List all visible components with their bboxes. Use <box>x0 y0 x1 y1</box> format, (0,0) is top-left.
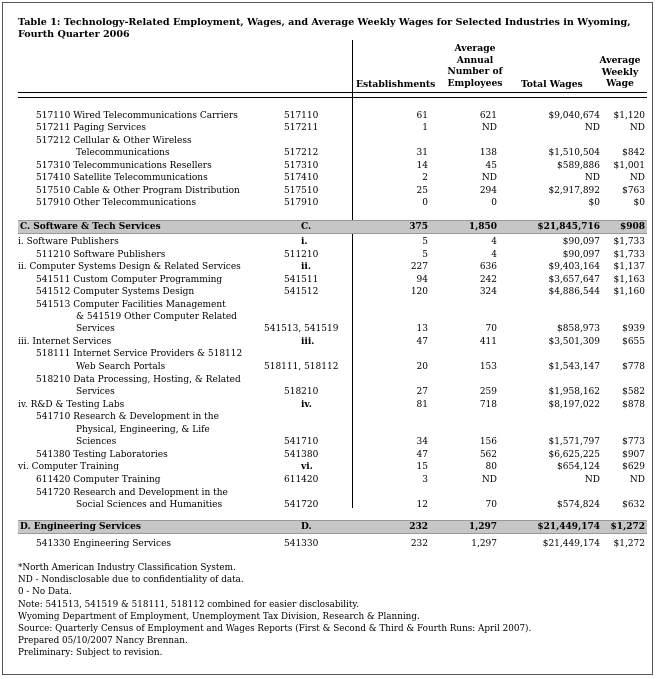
row-employees: 4 <box>491 250 497 260</box>
row-name: Social Sciences and Humanities <box>76 500 223 510</box>
row-establishments: 61 <box>416 111 428 121</box>
table-row <box>18 220 647 234</box>
table-row <box>18 499 647 511</box>
row-code: 517110 <box>284 111 319 121</box>
header-employees: Average Annual Number of Employees <box>447 43 503 89</box>
row-total-wages: $574,824 <box>557 500 600 510</box>
row-code: i. <box>301 237 308 247</box>
row-total-wages: $3,501,309 <box>548 337 600 347</box>
row-weekly-wage: $778 <box>622 362 645 372</box>
row-name: iii. Internet Services <box>18 337 112 347</box>
row-employees: 80 <box>485 462 497 472</box>
row-code: 517510 <box>284 186 319 196</box>
row-total-wages: $8,197,022 <box>548 400 600 410</box>
table-row <box>18 323 647 335</box>
row-establishments: 27 <box>416 387 428 397</box>
row-code: D. <box>301 522 312 532</box>
row-name: Physical, Engineering, & Life <box>76 425 210 435</box>
row-weekly-wage: $1,160 <box>613 287 645 297</box>
row-employees: 411 <box>479 337 497 347</box>
row-employees: ND <box>481 123 497 133</box>
row-weekly-wage: $907 <box>622 450 645 460</box>
row-weekly-wage: $1,272 <box>610 522 645 532</box>
row-total-wages: $21,449,174 <box>537 522 600 532</box>
row-employees: 242 <box>479 275 497 285</box>
table-row <box>18 147 647 159</box>
row-code: 541710 <box>284 437 319 447</box>
footnote-line: *North American Industry Classification System. <box>18 563 236 573</box>
header-rule <box>18 92 647 93</box>
table-row <box>18 474 647 486</box>
row-weekly-wage: $842 <box>622 148 645 158</box>
row-total-wages: $1,958,162 <box>548 387 600 397</box>
table-row <box>18 160 647 172</box>
row-employees: ND <box>481 173 497 183</box>
row-code: 541513, 541519 <box>264 324 339 334</box>
row-establishments: 2 <box>422 173 428 183</box>
row-name: 541512 Computer Systems Design <box>36 287 195 297</box>
row-establishments: 94 <box>416 275 428 285</box>
row-name: Services <box>76 387 115 397</box>
footnote-line: Note: 541513, 541519 & 518111, 518112 combined for easier disclosability. <box>18 599 360 610</box>
row-total-wages: $9,403,164 <box>548 262 600 272</box>
row-establishments: 3 <box>422 475 428 485</box>
table-row <box>18 538 647 550</box>
row-name: C. Software & Tech Services <box>20 222 161 232</box>
row-weekly-wage: $1,733 <box>613 237 645 247</box>
row-code: 541511 <box>284 275 319 285</box>
table-row <box>18 520 647 534</box>
row-establishments: 5 <box>422 250 428 260</box>
row-weekly-wage: $763 <box>622 186 645 196</box>
row-weekly-wage: $908 <box>619 222 645 232</box>
row-weekly-wage: $1,163 <box>613 275 645 285</box>
table-row <box>18 274 647 286</box>
row-name: 541511 Custom Computer Programming <box>36 275 223 285</box>
row-establishments: 1 <box>422 123 428 133</box>
row-employees: 153 <box>479 362 497 372</box>
row-code: 511210 <box>284 250 319 260</box>
row-establishments: 47 <box>416 450 428 460</box>
table-row <box>18 286 647 298</box>
row-weekly-wage: $0 <box>633 198 645 208</box>
row-employees: 324 <box>479 287 497 297</box>
row-weekly-wage: $655 <box>622 337 645 347</box>
row-name: Web Search Portals <box>76 362 166 372</box>
row-name: 518210 Data Processing, Hosting, & Related <box>36 375 241 385</box>
row-total-wages: $1,543,147 <box>548 362 600 372</box>
footnote-line: Preliminary: Subject to revision. <box>18 648 163 659</box>
table-row <box>18 386 647 398</box>
row-employees: 1,297 <box>471 539 497 549</box>
row-name: 517310 Telecommunications Resellers <box>36 161 212 171</box>
row-name: 517410 Satellite Telecommunications <box>36 173 208 183</box>
row-name: & 541519 Other Computer Related <box>76 312 237 322</box>
row-total-wages: $90,097 <box>562 250 600 260</box>
table-row <box>18 348 647 360</box>
table-row <box>18 185 647 197</box>
row-name: D. Engineering Services <box>20 522 141 532</box>
row-code: 518111, 518112 <box>264 362 339 372</box>
row-code: 517212 <box>284 148 319 158</box>
table-row <box>18 361 647 373</box>
table-row <box>18 261 647 273</box>
footnote-line: Source: Quarterly Census of Employment and Wages Reports (First & Second & Third & Fourth Runs: April 2007). <box>18 624 532 635</box>
row-total-wages: $3,657,647 <box>548 275 600 285</box>
table-row <box>18 299 647 311</box>
row-weekly-wage: $878 <box>622 400 645 410</box>
footnote-line: ND - Nondisclosable due to confidentiality of data. <box>18 575 244 586</box>
row-total-wages: $589,886 <box>557 161 600 171</box>
header-rule-2 <box>18 97 647 98</box>
row-total-wages: $654,124 <box>557 462 600 472</box>
row-name: 517910 Other Telecommunications <box>36 198 197 208</box>
row-establishments: 14 <box>416 161 428 171</box>
row-name: 541513 Computer Facilities Management <box>36 300 226 310</box>
row-weekly-wage: $582 <box>622 387 645 397</box>
row-establishments: 31 <box>416 148 428 158</box>
row-code: iii. <box>301 337 315 347</box>
row-name: Telecommunications <box>76 148 170 158</box>
row-establishments: 232 <box>410 539 428 549</box>
row-establishments: 47 <box>416 337 428 347</box>
row-code: 518210 <box>284 387 319 397</box>
row-weekly-wage: ND <box>629 173 645 183</box>
table-row <box>18 135 647 147</box>
row-name: 541720 Research and Development in the <box>36 488 228 498</box>
row-total-wages: $21,449,174 <box>542 539 600 549</box>
row-establishments: 232 <box>409 522 428 532</box>
row-employees: 294 <box>479 186 497 196</box>
row-employees: 562 <box>479 450 497 460</box>
row-code: 611420 <box>284 475 319 485</box>
row-employees: 621 <box>479 111 497 121</box>
header-establishments: Establishments <box>356 79 436 90</box>
row-total-wages: $9,040,674 <box>548 111 600 121</box>
row-name: Services <box>76 324 115 334</box>
row-weekly-wage: $1,120 <box>613 111 645 121</box>
header-total-wages: Total Wages <box>521 79 583 90</box>
row-establishments: 120 <box>410 287 428 297</box>
row-name: 511210 Software Publishers <box>36 250 166 260</box>
row-establishments: 20 <box>416 362 428 372</box>
table-row <box>18 487 647 499</box>
row-name: vi. Computer Training <box>18 462 119 472</box>
row-code: 517410 <box>284 173 319 183</box>
table-row <box>18 449 647 461</box>
row-total-wages: $1,510,504 <box>548 148 600 158</box>
row-name: 517510 Cable & Other Program Distribution <box>36 186 240 196</box>
table-row <box>18 336 647 348</box>
row-code: 517910 <box>284 198 319 208</box>
row-establishments: 13 <box>416 324 428 334</box>
footnotes <box>18 562 531 660</box>
table-row <box>18 374 647 386</box>
row-code: C. <box>301 222 312 232</box>
row-employees: 4 <box>491 237 497 247</box>
row-name: 517110 Wired Telecommunications Carriers <box>36 111 238 121</box>
row-name: Sciences <box>76 437 117 447</box>
row-establishments: 0 <box>422 198 428 208</box>
row-employees: 138 <box>479 148 497 158</box>
row-name: 541330 Engineering Services <box>36 539 172 549</box>
row-total-wages: $0 <box>588 198 600 208</box>
row-establishments: 5 <box>422 237 428 247</box>
footnote-line: Wyoming Department of Employment, Unemployment Tax Division, Research & Planning. <box>18 611 420 622</box>
row-establishments: 34 <box>416 437 428 447</box>
row-total-wages: $6,625,225 <box>548 450 600 460</box>
row-code: iv. <box>301 400 312 410</box>
table-row <box>18 110 647 122</box>
row-employees: 259 <box>479 387 497 397</box>
row-employees: ND <box>481 475 497 485</box>
row-employees: 70 <box>485 324 497 334</box>
row-code: 541380 <box>284 450 319 460</box>
row-name: 541380 Testing Laboratories <box>36 450 168 460</box>
row-code: 517310 <box>284 161 319 171</box>
row-total-wages: ND <box>584 475 600 485</box>
row-total-wages: $858,973 <box>557 324 600 334</box>
row-code: vi. <box>301 462 313 472</box>
row-weekly-wage: $632 <box>622 500 645 510</box>
row-name: ii. Computer Systems Design & Related Services <box>18 262 241 272</box>
row-total-wages: $90,097 <box>562 237 600 247</box>
table-title: Table 1: Technology-Related Employment, Wages, and Average Weekly Wages for Selected Industries in Wyoming, Fourth Quarter 2006 <box>18 17 631 40</box>
row-name: 517212 Cellular & Other Wireless <box>36 136 192 146</box>
row-weekly-wage: ND <box>629 475 645 485</box>
row-establishments: 81 <box>416 400 428 410</box>
row-establishments: 227 <box>410 262 428 272</box>
row-employees: 1,850 <box>468 222 497 232</box>
row-total-wages: $1,571,797 <box>548 437 600 447</box>
footnote-line: 0 - No Data. <box>18 587 72 598</box>
row-total-wages: $21,845,716 <box>537 222 600 232</box>
row-employees: 1,297 <box>468 522 497 532</box>
row-total-wages: $4,886,544 <box>548 287 600 297</box>
row-employees: 45 <box>485 161 497 171</box>
row-code: ii. <box>301 262 311 272</box>
row-name: 611420 Computer Training <box>36 475 161 485</box>
row-code: 517211 <box>284 123 319 133</box>
row-weekly-wage: $1,001 <box>613 161 645 171</box>
row-employees: 70 <box>485 500 497 510</box>
row-name: 541710 Research & Development in the <box>36 412 219 422</box>
table-row <box>18 436 647 448</box>
footnote-line: Prepared 05/10/2007 Nancy Brennan. <box>18 636 188 647</box>
row-employees: 156 <box>479 437 497 447</box>
row-name: 518111 Internet Service Providers & 518112 <box>36 349 243 359</box>
row-code: 541512 <box>284 287 319 297</box>
row-establishments: 12 <box>416 500 428 510</box>
row-weekly-wage: $1,137 <box>613 262 645 272</box>
row-employees: 718 <box>479 400 497 410</box>
table-row <box>18 411 647 423</box>
row-establishments: 375 <box>409 222 428 232</box>
row-weekly-wage: $773 <box>622 437 645 447</box>
table-row <box>18 236 647 248</box>
row-weekly-wage: $939 <box>622 324 645 334</box>
row-establishments: 25 <box>416 186 428 196</box>
row-weekly-wage: $1,733 <box>613 250 645 260</box>
row-weekly-wage: $1,272 <box>613 539 645 549</box>
row-name: iv. R&D & Testing Labs <box>18 400 125 410</box>
row-establishments: 15 <box>416 462 428 472</box>
table-row <box>18 172 647 184</box>
table-row <box>18 249 647 261</box>
row-employees: 636 <box>479 262 497 272</box>
header-weekly-wage: Average Weekly Wage <box>599 55 641 89</box>
row-weekly-wage: $629 <box>622 462 645 472</box>
table-row <box>18 399 647 411</box>
row-total-wages: $2,917,892 <box>548 186 600 196</box>
row-total-wages: ND <box>584 173 600 183</box>
row-name: 517211 Paging Services <box>36 123 147 133</box>
table-row <box>18 424 647 436</box>
table-row <box>18 197 647 209</box>
row-name: i. Software Publishers <box>18 237 119 247</box>
table-row <box>18 311 647 323</box>
table-row <box>18 461 647 473</box>
row-weekly-wage: ND <box>629 123 645 133</box>
row-employees: 0 <box>491 198 497 208</box>
row-total-wages: ND <box>584 123 600 133</box>
table-row <box>18 122 647 134</box>
row-code: 541720 <box>284 500 319 510</box>
row-code: 541330 <box>284 539 319 549</box>
